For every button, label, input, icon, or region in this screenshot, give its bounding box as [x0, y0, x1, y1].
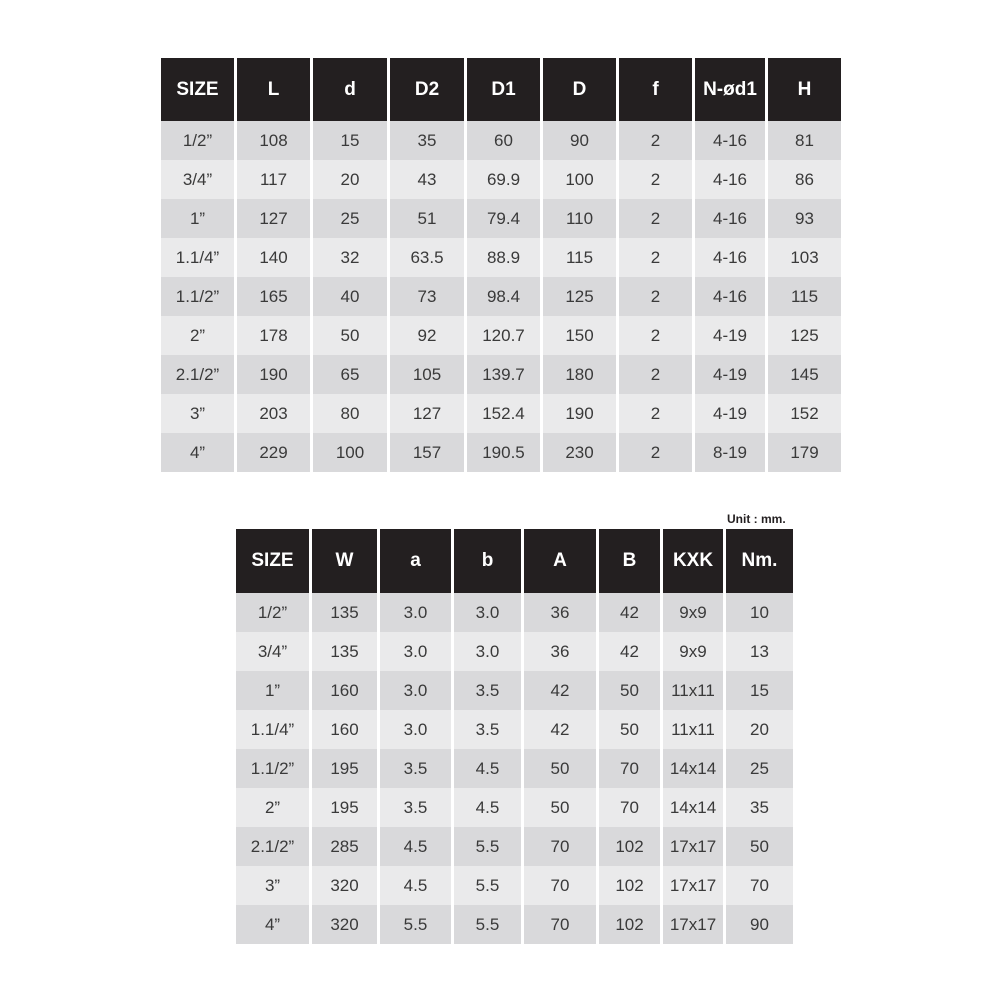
size-cell: 2.1/2”	[236, 827, 309, 866]
column-header: f	[619, 58, 692, 121]
table-cell: 65	[313, 355, 387, 394]
size-cell: 3”	[236, 866, 309, 905]
table-cell: 179	[768, 433, 841, 472]
table-cell: 17x17	[663, 827, 723, 866]
table-cell: 9x9	[663, 593, 723, 632]
table-cell: 4.5	[454, 788, 521, 827]
table-cell: 14x14	[663, 749, 723, 788]
table-cell: 42	[524, 671, 596, 710]
column-header: Nm.	[726, 529, 793, 593]
table-cell: 4.5	[380, 827, 451, 866]
table-cell: 145	[768, 355, 841, 394]
table-cell: 70	[524, 866, 596, 905]
size-cell: 1.1/2”	[161, 277, 234, 316]
table-cell: 14x14	[663, 788, 723, 827]
table-cell: 5.5	[380, 905, 451, 944]
table-row	[161, 121, 841, 160]
table-cell: 203	[237, 394, 310, 433]
table-cell: 50	[524, 749, 596, 788]
table-cell: 50	[599, 671, 660, 710]
table-cell: 3.0	[454, 632, 521, 671]
table-cell: 42	[599, 593, 660, 632]
table-cell: 17x17	[663, 866, 723, 905]
column-header: KXK	[663, 529, 723, 593]
table-cell: 4-16	[695, 121, 765, 160]
table-cell: 20	[726, 710, 793, 749]
table-cell: 110	[543, 199, 616, 238]
table-cell: 190.5	[467, 433, 540, 472]
table-cell: 15	[313, 121, 387, 160]
column-header: D	[543, 58, 616, 121]
table-cell: 3.0	[380, 710, 451, 749]
table-cell: 4-16	[695, 277, 765, 316]
table-cell: 70	[524, 905, 596, 944]
table-cell: 20	[313, 160, 387, 199]
table-cell: 2	[619, 121, 692, 160]
table-cell: 50	[313, 316, 387, 355]
table-row	[236, 866, 793, 905]
column-header: B	[599, 529, 660, 593]
table-cell: 32	[313, 238, 387, 277]
table-cell: 4.5	[380, 866, 451, 905]
table-cell: 10	[726, 593, 793, 632]
unit-note: Unit : mm.	[727, 512, 786, 526]
table-cell: 190	[543, 394, 616, 433]
table-cell: 4-16	[695, 160, 765, 199]
table-cell: 178	[237, 316, 310, 355]
table-cell: 17x17	[663, 905, 723, 944]
table-cell: 4-16	[695, 238, 765, 277]
table-row	[236, 788, 793, 827]
column-header: N-ød1	[695, 58, 765, 121]
table-cell: 160	[312, 671, 377, 710]
table-row	[236, 671, 793, 710]
table-cell: 152.4	[467, 394, 540, 433]
table-cell: 103	[768, 238, 841, 277]
table-cell: 81	[768, 121, 841, 160]
table-cell: 80	[313, 394, 387, 433]
table-cell: 320	[312, 905, 377, 944]
table-row	[236, 749, 793, 788]
table-row	[236, 632, 793, 671]
table-cell: 42	[599, 632, 660, 671]
table-cell: 3.0	[380, 632, 451, 671]
column-header: L	[237, 58, 310, 121]
table-cell: 92	[390, 316, 464, 355]
table-cell: 140	[237, 238, 310, 277]
table-cell: 43	[390, 160, 464, 199]
table-cell: 127	[390, 394, 464, 433]
table-cell: 3.0	[380, 671, 451, 710]
table-cell: 40	[313, 277, 387, 316]
table-cell: 115	[768, 277, 841, 316]
table-cell: 73	[390, 277, 464, 316]
size-cell: 2”	[236, 788, 309, 827]
table-cell: 42	[524, 710, 596, 749]
column-header: W	[312, 529, 377, 593]
table-cell: 70	[524, 827, 596, 866]
table-cell: 102	[599, 866, 660, 905]
table-row	[161, 394, 841, 433]
table-cell: 13	[726, 632, 793, 671]
table-cell: 195	[312, 788, 377, 827]
table-cell: 70	[726, 866, 793, 905]
table-cell: 127	[237, 199, 310, 238]
table-cell: 90	[726, 905, 793, 944]
table-cell: 180	[543, 355, 616, 394]
actuator-dimensions-table	[233, 529, 796, 944]
table-cell: 4-19	[695, 316, 765, 355]
table-cell: 25	[726, 749, 793, 788]
table-cell: 3.5	[454, 710, 521, 749]
table-row	[161, 160, 841, 199]
table-cell: 51	[390, 199, 464, 238]
table-cell: 35	[726, 788, 793, 827]
table-cell: 195	[312, 749, 377, 788]
table-cell: 4-16	[695, 199, 765, 238]
table-cell: 3.0	[380, 593, 451, 632]
table-cell: 50	[726, 827, 793, 866]
table-cell: 2	[619, 238, 692, 277]
table-2-header-row	[236, 529, 793, 593]
table-cell: 88.9	[467, 238, 540, 277]
table-cell: 2	[619, 199, 692, 238]
size-cell: 1”	[161, 199, 234, 238]
table-cell: 4-19	[695, 355, 765, 394]
table-1-header-row	[161, 58, 841, 121]
table-cell: 102	[599, 827, 660, 866]
size-cell: 2.1/2”	[161, 355, 234, 394]
column-header: SIZE	[236, 529, 309, 593]
table-cell: 2	[619, 394, 692, 433]
table-cell: 285	[312, 827, 377, 866]
column-header: b	[454, 529, 521, 593]
table-cell: 3.0	[454, 593, 521, 632]
table-cell: 8-19	[695, 433, 765, 472]
table-cell: 135	[312, 632, 377, 671]
table-cell: 60	[467, 121, 540, 160]
table-cell: 11x11	[663, 671, 723, 710]
size-cell: 3/4”	[161, 160, 234, 199]
table-cell: 3.5	[380, 749, 451, 788]
table-row	[161, 355, 841, 394]
table-row	[236, 905, 793, 944]
size-cell: 1/2”	[161, 121, 234, 160]
table-cell: 157	[390, 433, 464, 472]
table-row	[161, 277, 841, 316]
table-2-body	[236, 593, 793, 944]
table-row	[161, 433, 841, 472]
table-cell: 63.5	[390, 238, 464, 277]
table-cell: 70	[599, 749, 660, 788]
table-row	[236, 827, 793, 866]
table-cell: 35	[390, 121, 464, 160]
table-cell: 86	[768, 160, 841, 199]
table-cell: 2	[619, 316, 692, 355]
table-cell: 90	[543, 121, 616, 160]
size-cell: 1”	[236, 671, 309, 710]
table-cell: 230	[543, 433, 616, 472]
table-row	[236, 593, 793, 632]
table-cell: 105	[390, 355, 464, 394]
table-cell: 25	[313, 199, 387, 238]
valve-dimensions-table	[158, 58, 844, 472]
size-cell: 1/2”	[236, 593, 309, 632]
column-header: D2	[390, 58, 464, 121]
column-header: A	[524, 529, 596, 593]
column-header: d	[313, 58, 387, 121]
table-cell: 50	[599, 710, 660, 749]
table-cell: 3.5	[454, 671, 521, 710]
table-row	[236, 710, 793, 749]
table-cell: 152	[768, 394, 841, 433]
table-cell: 100	[543, 160, 616, 199]
table-cell: 165	[237, 277, 310, 316]
table-cell: 320	[312, 866, 377, 905]
table-1-body	[161, 121, 841, 472]
table-cell: 115	[543, 238, 616, 277]
table-cell: 69.9	[467, 160, 540, 199]
table-cell: 93	[768, 199, 841, 238]
table-cell: 4.5	[454, 749, 521, 788]
table-cell: 190	[237, 355, 310, 394]
table-cell: 98.4	[467, 277, 540, 316]
table-cell: 79.4	[467, 199, 540, 238]
table-cell: 70	[599, 788, 660, 827]
table-cell: 5.5	[454, 866, 521, 905]
table-cell: 229	[237, 433, 310, 472]
table-cell: 50	[524, 788, 596, 827]
table-cell: 102	[599, 905, 660, 944]
table-cell: 5.5	[454, 905, 521, 944]
table-cell: 9x9	[663, 632, 723, 671]
table-row	[161, 199, 841, 238]
table-cell: 139.7	[467, 355, 540, 394]
column-header: SIZE	[161, 58, 234, 121]
table-cell: 125	[768, 316, 841, 355]
size-cell: 4”	[236, 905, 309, 944]
table-cell: 4-19	[695, 394, 765, 433]
table-cell: 15	[726, 671, 793, 710]
size-cell: 1.1/4”	[161, 238, 234, 277]
table-row	[161, 316, 841, 355]
column-header: a	[380, 529, 451, 593]
size-cell: 1.1/2”	[236, 749, 309, 788]
table-cell: 108	[237, 121, 310, 160]
size-cell: 1.1/4”	[236, 710, 309, 749]
size-cell: 4”	[161, 433, 234, 472]
size-cell: 3/4”	[236, 632, 309, 671]
table-cell: 135	[312, 593, 377, 632]
table-cell: 36	[524, 632, 596, 671]
table-row	[161, 238, 841, 277]
table-cell: 2	[619, 433, 692, 472]
table-cell: 125	[543, 277, 616, 316]
table-cell: 117	[237, 160, 310, 199]
size-cell: 3”	[161, 394, 234, 433]
table-cell: 120.7	[467, 316, 540, 355]
column-header: D1	[467, 58, 540, 121]
table-cell: 100	[313, 433, 387, 472]
table-cell: 36	[524, 593, 596, 632]
table-cell: 2	[619, 160, 692, 199]
column-header: H	[768, 58, 841, 121]
table-cell: 160	[312, 710, 377, 749]
table-cell: 2	[619, 277, 692, 316]
size-cell: 2”	[161, 316, 234, 355]
table-cell: 2	[619, 355, 692, 394]
table-cell: 11x11	[663, 710, 723, 749]
table-cell: 3.5	[380, 788, 451, 827]
table-cell: 150	[543, 316, 616, 355]
table-cell: 5.5	[454, 827, 521, 866]
